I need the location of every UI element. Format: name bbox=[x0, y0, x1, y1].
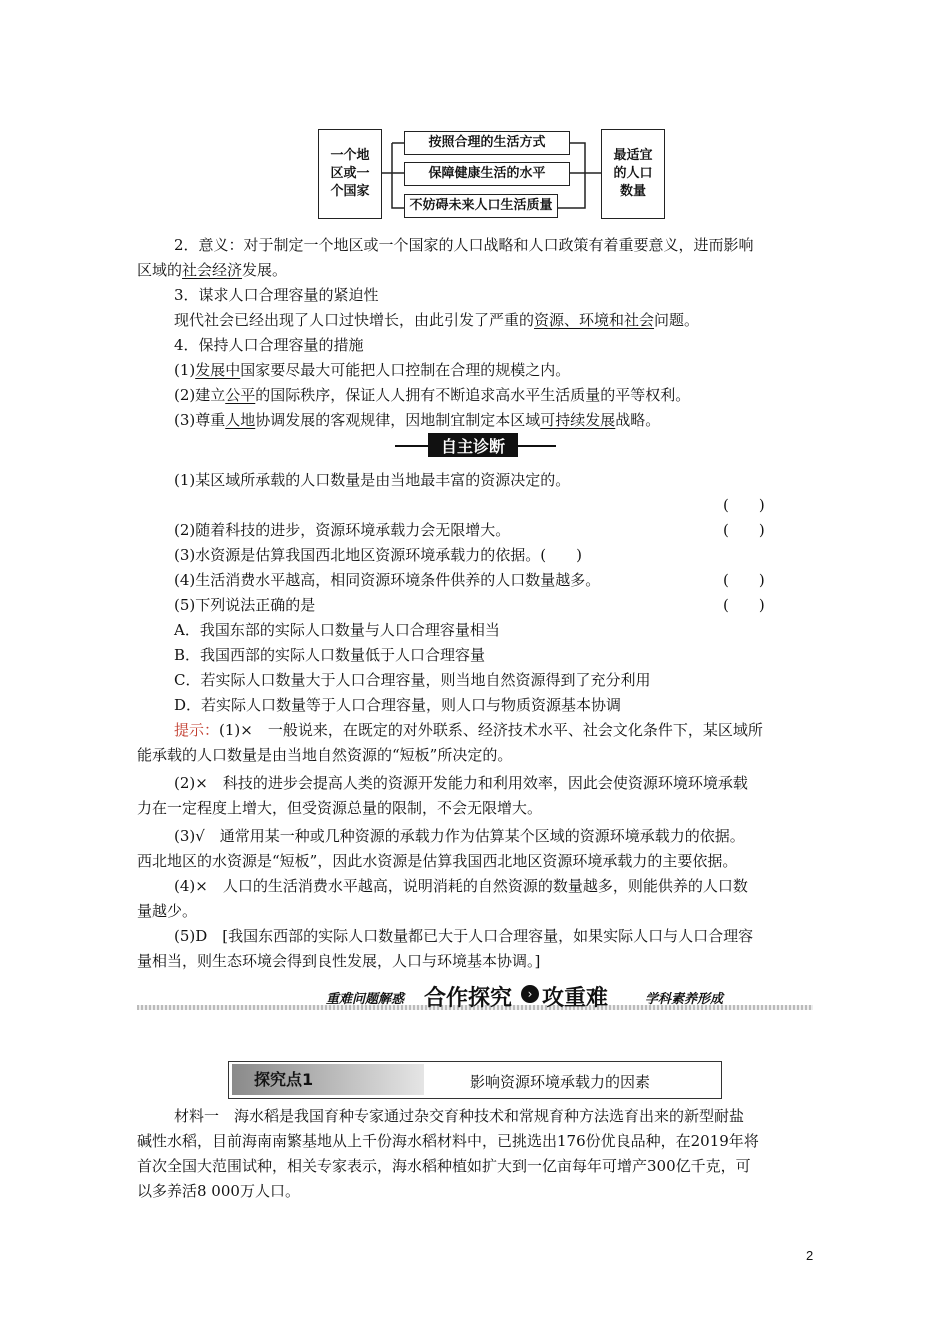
material-line-1: 材料一 海水稻是我国育种专家通过杂交育种技术和常规育种方法选育出来的新型耐盐 bbox=[174, 1107, 745, 1125]
hint-3-a: (3)√ 通常用某一种或几种资源的承载力作为估算某个区域的资源环境承载力的依据。 bbox=[174, 827, 745, 845]
page-number: 2 bbox=[806, 1248, 814, 1263]
urgency-text bbox=[174, 310, 699, 330]
text: 区域的 bbox=[137, 261, 183, 279]
answer-blank-5[interactable]: ( ) bbox=[723, 596, 765, 614]
measure-3 bbox=[174, 410, 660, 430]
explore-title: 影响资源环境承载力的因素 bbox=[470, 1073, 651, 1091]
question-5: (5)下列说法正确的是 bbox=[174, 596, 316, 614]
hint-4-b: 量越少。 bbox=[137, 902, 198, 920]
answer-blank-2[interactable]: ( ) bbox=[723, 521, 765, 539]
text: 现代社会已经出现了人口过快增长，由此引发了严重的 bbox=[174, 311, 535, 329]
material-line-2: 碱性水稻，目前海南南繁基地从上千份海水稻材料中，已挑选出176份优良品种，在2019年将 bbox=[137, 1132, 759, 1150]
hint-3-b: 西北地区的水资源是“短板”，因此水资源是估算我国西北地区资源环境承载力的主要依据。 bbox=[137, 852, 738, 870]
text: (1)× 一般说来，在既定的对外联系、经济技术水平、社会文化条件下，某区域所 bbox=[219, 721, 763, 739]
underlined-term: 人地 bbox=[225, 411, 256, 429]
explore-tag: 探究点1 bbox=[254, 1070, 314, 1089]
text: 国家要尽最大可能把人口控制在合理的规模之内。 bbox=[240, 361, 571, 379]
meaning-line-1: 2．意义：对于制定一个地区或一个国家的人口战略和人口政策有着重要意义，进而影响 bbox=[174, 236, 754, 254]
hint-4-a: (4)× 人口的生活消费水平越高，说明消耗的自然资源的数量越多，则能供养的人口数 bbox=[174, 877, 748, 895]
question-1: (1)某区域所承载的人口数量是由当地最丰富的资源决定的。 bbox=[174, 471, 571, 489]
arrow-icon: › bbox=[521, 985, 539, 1003]
diagnosis-heading: 自主诊断 bbox=[428, 433, 518, 457]
text: 问题。 bbox=[654, 311, 700, 329]
divider bbox=[516, 445, 556, 447]
answer-blank-1[interactable]: ( ) bbox=[723, 496, 765, 514]
underlined-term: 资源、环境和社会 bbox=[534, 311, 655, 329]
diagram-right-box: 最适宜的人口数量 bbox=[601, 129, 665, 219]
banner-main-2: 攻重难 bbox=[542, 986, 609, 1011]
diagram-middle-item-1: 按照合理的生活方式 bbox=[404, 131, 570, 155]
material-line-4: 以多养活8 000万人口。 bbox=[137, 1182, 300, 1200]
answer-blank-4[interactable]: ( ) bbox=[723, 571, 765, 589]
underlined-term: 公平 bbox=[225, 386, 256, 404]
underlined-term: 发展中 bbox=[195, 361, 241, 379]
hint-2-a: (2)× 科技的进步会提高人类的资源开发能力和利用效率，因此会使资源环境环境承载 bbox=[174, 774, 748, 792]
diagram-connectors bbox=[380, 128, 606, 223]
text: 战略。 bbox=[615, 411, 661, 429]
hint-1-b: 能承载的人口数量是由当地自然资源的“短板”所决定的。 bbox=[137, 746, 513, 764]
question-2: (2)随着科技的进步，资源环境承载力会无限增大。 bbox=[174, 521, 511, 539]
hint-label: 提示： bbox=[174, 721, 220, 739]
hint-5-b: 量相当，则生态环境会得到良性发展，人口与环境基本协调。] bbox=[137, 952, 541, 970]
diagram-middle-item-2: 保障健康生活的水平 bbox=[404, 162, 570, 186]
banner-left-text: 重难问题解惑 bbox=[326, 992, 405, 1007]
material-line-3: 首次全国大范围试种，相关专家表示，海水稻种植如扩大到一亿亩每年可增产300亿千克，可 bbox=[137, 1157, 751, 1175]
underlined-term: 可持续发展 bbox=[540, 411, 616, 429]
measure-1 bbox=[174, 360, 570, 380]
diagram-left-box: 一个地区或一个国家 bbox=[318, 129, 382, 219]
banner-right-text: 学科素养形成 bbox=[645, 992, 724, 1007]
urgency-title: 3．谋求人口合理容量的紧迫性 bbox=[174, 286, 379, 304]
text: (2)建立 bbox=[174, 386, 226, 404]
question-3: (3)水资源是估算我国西北地区资源环境承载力的依据。( ) bbox=[174, 546, 582, 564]
option-a: A．我国东部的实际人口数量与人口合理容量相当 bbox=[174, 621, 500, 639]
meaning-line-2 bbox=[137, 260, 287, 280]
hint-5-a: (5)D [我国东西部的实际人口数量都已大于人口合理容量，如果实际人口与人口合理容 bbox=[174, 927, 754, 945]
text: 的国际秩序，保证人人拥有不断追求高水平生活质量的平等权利。 bbox=[255, 386, 691, 404]
text: (3)尊重 bbox=[174, 411, 226, 429]
measures-title: 4．保持人口合理容量的措施 bbox=[174, 336, 364, 354]
text: 协调发展的客观规律，因地制宜制定本区域 bbox=[255, 411, 541, 429]
hint-1-a bbox=[174, 720, 763, 740]
option-c: C．若实际人口数量大于人口合理容量，则当地自然资源得到了充分利用 bbox=[174, 671, 651, 689]
option-d: D．若实际人口数量等于人口合理容量，则人口与物质资源基本协调 bbox=[174, 696, 622, 714]
text: (1) bbox=[174, 361, 196, 379]
banner-main-1: 合作探究 bbox=[424, 986, 513, 1011]
diagram-middle-item-3: 不妨碍未来人口生活质量 bbox=[404, 194, 558, 218]
question-4: (4)生活消费水平越高，相同资源环境条件供养的人口数量越多。 bbox=[174, 571, 601, 589]
divider bbox=[395, 445, 430, 447]
text: 发展。 bbox=[242, 261, 288, 279]
measure-2 bbox=[174, 385, 690, 405]
hint-2-b: 力在一定程度上增大，但受资源总量的限制，不会无限增大。 bbox=[137, 799, 543, 817]
underlined-term: 社会经济 bbox=[182, 261, 243, 279]
option-b: B．我国西部的实际人口数量低于人口合理容量 bbox=[174, 646, 486, 664]
